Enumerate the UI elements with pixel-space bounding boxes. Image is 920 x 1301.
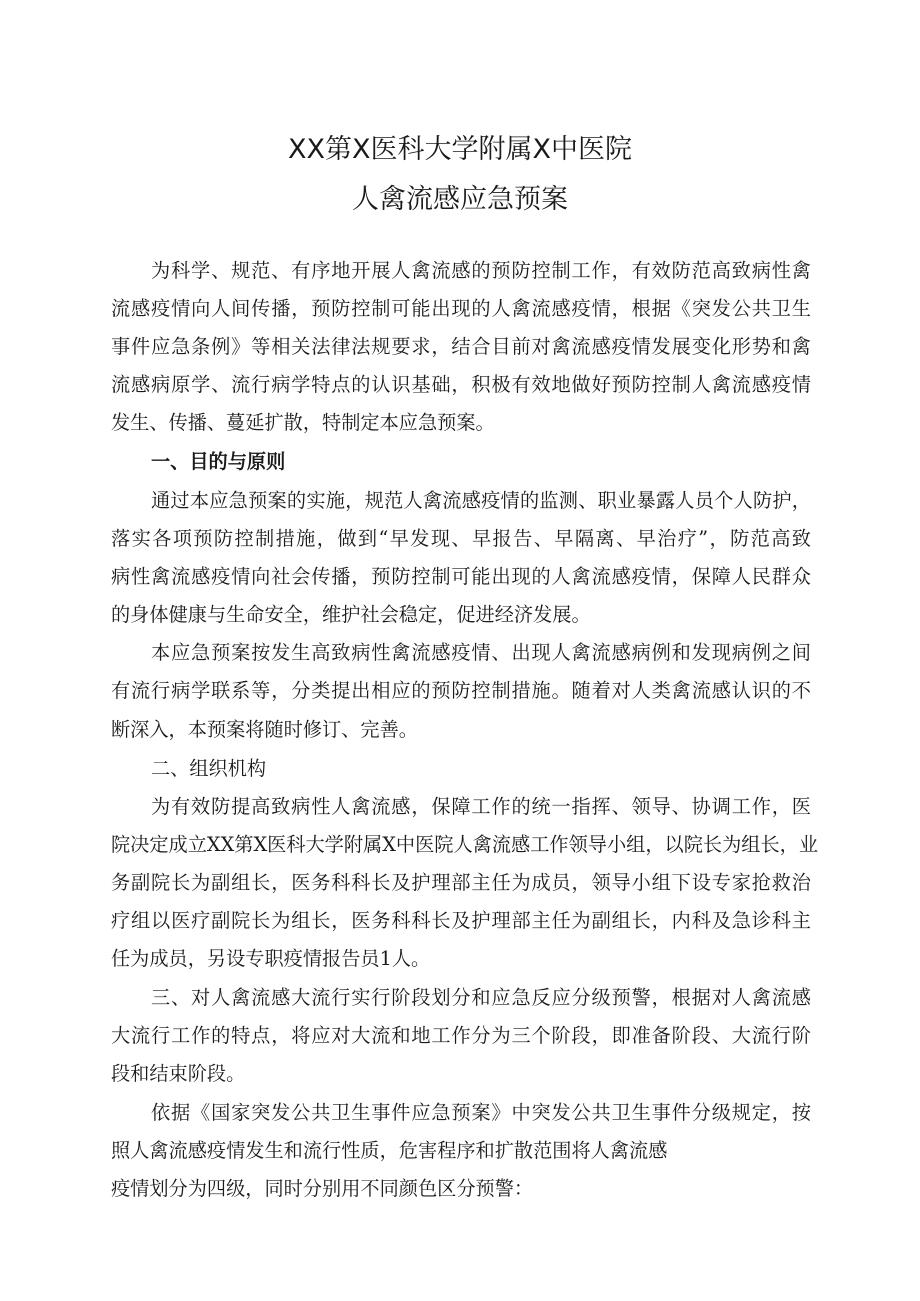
paragraph-line: 疫情划分为四级，同时分别用不同颜色区分预警： bbox=[111, 1177, 534, 1200]
paragraph-line: 通过本应急预案的实施，规范人禽流感疫情的监测、职业暴露人员个人防护， bbox=[151, 489, 811, 512]
paragraph-line: 照人禽流感疫情发生和流行性质，危害程序和扩散范围将人禽流感 bbox=[111, 1139, 668, 1162]
paragraph-line: 落实各项预防控制措施，做到“早发现、早报告、早隔离、早治疗”，防范高致 bbox=[111, 527, 811, 550]
paragraph-line: 本应急预案按发生高致病性禽流感疫情、出现人禽流感病例和发现病例之间 bbox=[151, 641, 811, 664]
document-title-line-1: XX第X医科大学附属X中医院 bbox=[288, 134, 632, 165]
paragraph-line: 为科学、规范、有序地开展人禽流感的预防控制工作，有效防范高致病性禽 bbox=[151, 259, 811, 282]
paragraph-line: 大流行工作的特点，将应对大流和地工作分为三个阶段，即准备阶段、大流行阶 bbox=[111, 1024, 811, 1047]
document-title-line-2: 人禽流感应急预案 bbox=[352, 184, 568, 215]
paragraph-line: 为有效防提高致病性人禽流感，保障工作的统一指挥、领导、协调工作，医 bbox=[151, 795, 811, 818]
paragraph-line: 疗组以医疗副院长为组长，医务科科长及护理部主任为副组长，内科及急诊科主 bbox=[111, 909, 811, 932]
paragraph-line: 任为成员，另设专职疫情报告员1人。 bbox=[111, 947, 431, 970]
paragraph-line: 的身体健康与生命安全，维护社会稳定，促进经济发展。 bbox=[111, 603, 591, 626]
paragraph-line: 发生、传播、蔓延扩散，特制定本应急预案。 bbox=[111, 411, 495, 434]
section-heading: 二、组织机构 bbox=[151, 757, 267, 780]
paragraph-line: 事件应急条例》等相关法律法规要求，结合目前对禽流感疫情发展变化形势和禽 bbox=[111, 335, 811, 358]
paragraph-line: 依据《国家突发公共卫生事件应急预案》中突发公共卫生事件分级规定，按 bbox=[151, 1101, 811, 1124]
paragraph-line: 段和结束阶段。 bbox=[111, 1062, 246, 1085]
paragraph-line: 病性禽流感疫情向社会传播，预防控制可能出现的人禽流感疫情，保障人民群众 bbox=[111, 565, 811, 588]
paragraph-line: 流感疫情向人间传播，预防控制可能出现的人禽流感疫情，根据《突发公共卫生 bbox=[111, 297, 811, 320]
paragraph-line: 院决定成立XX第X医科大学附属X中医院人禽流感工作领导小组，以院长为组长，业 bbox=[111, 833, 819, 856]
paragraph-line: 断深入，本预案将随时修订、完善。 bbox=[111, 718, 418, 741]
paragraph-line: 务副院长为副组长，医务科科长及护理部主任为成员，领导小组下设专家抢救治 bbox=[111, 871, 811, 894]
paragraph-line: 三、对人禽流感大流行实行阶段划分和应急反应分级预警，根据对人禽流感 bbox=[151, 986, 811, 1009]
paragraph-line: 流感病原学、流行病学特点的认识基础，积极有效地做好预防控制人禽流感疫情 bbox=[111, 373, 811, 396]
section-heading: 一、目的与原则 bbox=[151, 450, 286, 473]
paragraph-line: 有流行病学联系等，分类提出相应的预防控制措施。随着对人类禽流感认识的不 bbox=[111, 679, 811, 702]
